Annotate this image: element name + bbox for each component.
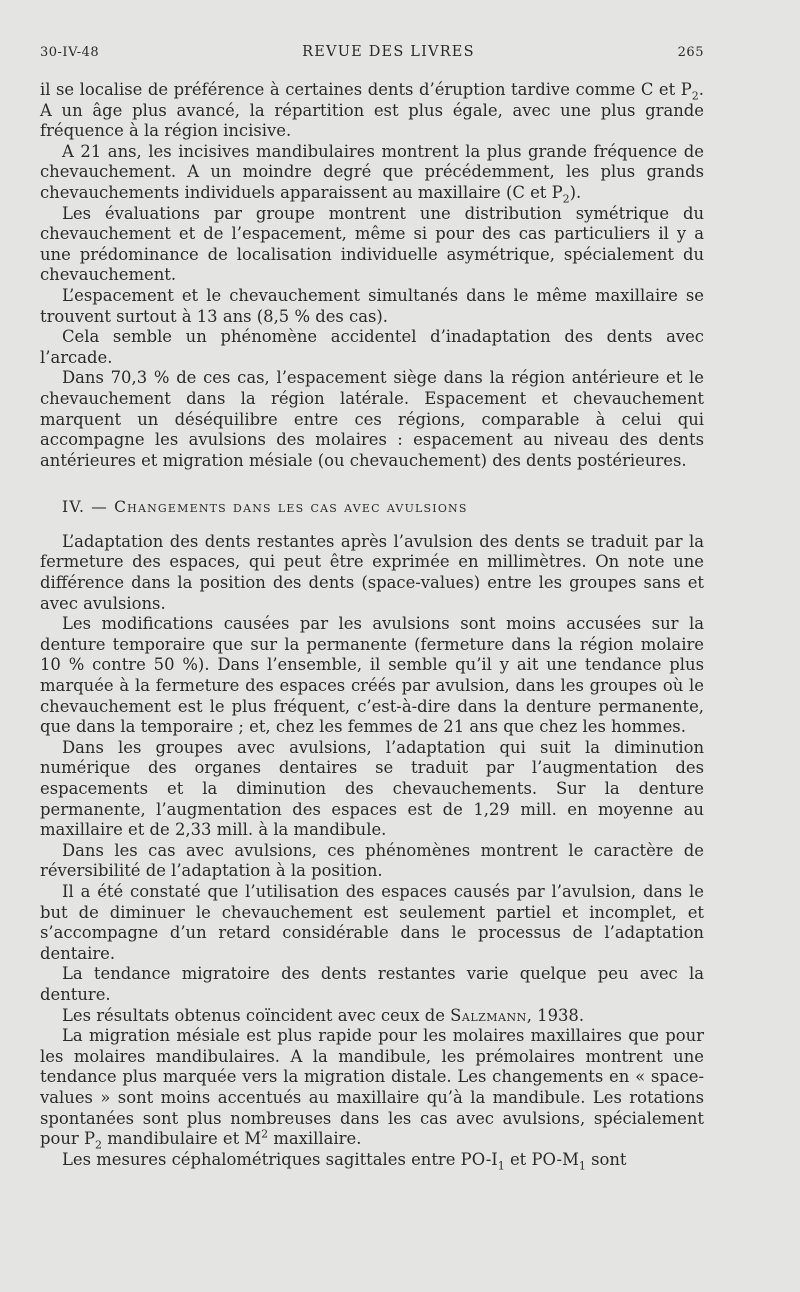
paragraph: Dans les cas avec avulsions, ces phénomènes montrent le caractère de réversibilité de l’adaptation à la position. xyxy=(40,840,704,881)
paragraph: Les évaluations par groupe montrent une distribution symétrique du chevauchement et de l’espacement, même si pour des cas particuliers il y a une prédominance de localisation individuelle asymétrique, spécialement du chevauchement. xyxy=(40,203,704,285)
paragraph: Les mesures céphalométriques sagittales entre $PO-I_1$ et $PO-M_1$ sont xyxy=(62,1149,627,1172)
paragraph: A 21 ans, les incisives mandibulaires montrent la plus grande fréquence de chevauchement. A un moindre degré que précédemment, les plus grands chevauchements individuels apparaissent au maxillaire (C et $P_2$). xyxy=(40,141,704,206)
paragraph: L’adaptation des dents restantes après l’avulsion des dents se traduit par la fermeture des espaces, qui peut être exprimée en millimètres. On note une différence dans la position des dents (space-values) entre les groupes sans et avec avulsions. xyxy=(40,531,704,613)
article-text xyxy=(40,80,704,1170)
header-date: 30-IV-48 xyxy=(40,45,100,60)
page-number: 265 xyxy=(677,45,704,60)
paragraph: Cela semble un phénomène accidentel d’inadaptation des dents avec l’arcade. xyxy=(40,327,704,367)
paragraph: La tendance migratoire des dents restantes varie quelque peu avec la denture. xyxy=(40,964,704,1004)
journal-title: REVUE DES LIVRES xyxy=(302,44,475,60)
paragraph: L’espacement et le chevauchement simultanés dans le même maxillaire se trouvent surtout à 13 ans (8,5 % des cas). xyxy=(40,285,704,326)
paragraph: Dans les groupes avec avulsions, l’adaptation qui suit la diminution numérique des organes dentaires se traduit par l’augmentation des espacements et la diminution des chevauchements. Sur la denture permanente, l’augmentation des espaces est de 1,29 mill. en moyenne au maxillaire et de 2,33 mill. à la mandibule. xyxy=(40,737,704,840)
paragraph: La migration mésiale est plus rapide pour les molaires maxillaires que pour les molaires mandibulaires. A la mandibule, les prémolaires montrent une tendance plus marquée vers la migration distale. Les changements en « space-values » sont moins accentués au maxillaire qu’à la mandibule. Les rotations spontanées sont plus nombreuses dans les cas avec avulsions, spécialement pour $P_2$ mandibulaire et $M^2$ maxillaire. xyxy=(40,1026,704,1152)
section-heading: IV. — Changements dans les cas avec avulsions xyxy=(62,498,468,517)
paragraph: Les modifications causées par les avulsions sont moins accusées sur la denture temporaire que sur la permanente (fermeture dans la région molaire 10 % contre 50 %). Dans l’ensemble, il semble qu’il y ait une tendance plus marquée à la fermeture des espaces créés par avulsion, dans les groupes où le chevauchement est le plus fréquent, c’est-à-dire dans la denture permanente, que dans la temporaire ; et, chez les femmes de 21 ans que chez les hommes. xyxy=(40,614,704,737)
paragraph: Il a été constaté que l’utilisation des espaces causés par l’avulsion, dans le but de diminuer le chevauchement est seulement partiel et incomplet, et s’accompagne d’un retard considérable dans le processus de l’adaptation dentaire. xyxy=(40,881,704,963)
paragraph: Dans 70,3 % de ces cas, l’espacement siège dans la région antérieure et le chevauchement dans la région latérale. Espacement et chevauchement marquent un déséquilibre entre ces régions, comparable à celui qui accompagne les avulsions des molaires : espacement au niveau des dents antérieures et migration mésiale (ou chevauchement) des dents postérieures. xyxy=(40,368,704,470)
paragraph: Les résultats obtenus coïncident avec ceux de Salzmann, 1938. xyxy=(62,1005,585,1025)
running-head xyxy=(40,44,704,60)
paragraph: il se localise de préférence à certaines dents d’éruption tardive comme C et $P_2$. A un âge plus avancé, la répartition est plus égale, avec une plus grande fréquence à la région incisive. xyxy=(40,80,704,141)
